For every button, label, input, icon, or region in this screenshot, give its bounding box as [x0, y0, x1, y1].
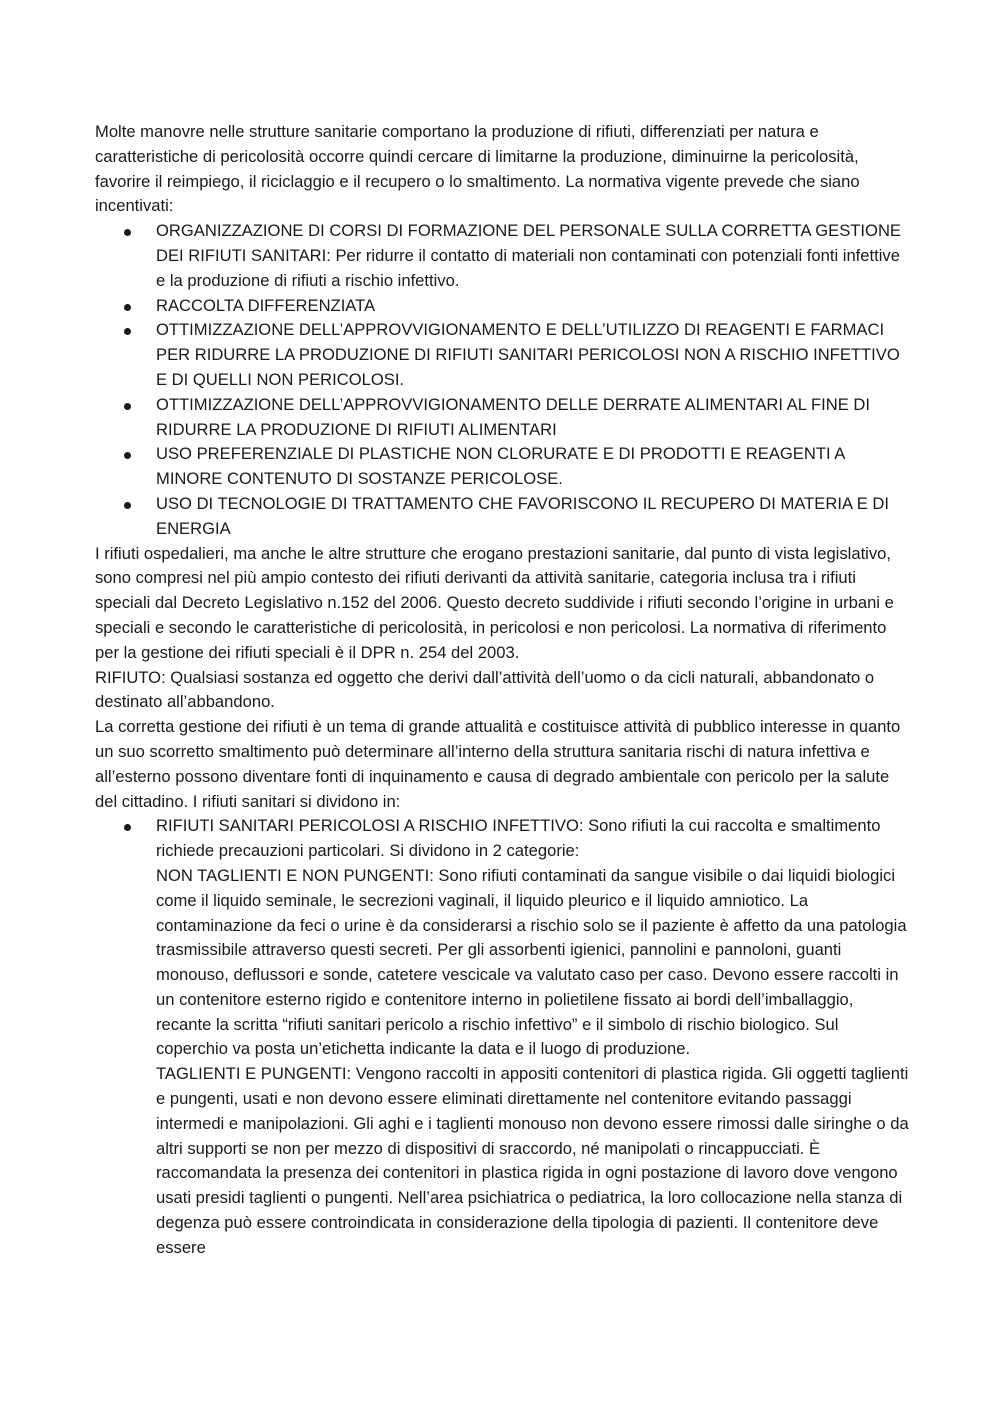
waste-categories-list	[95, 814, 910, 1260]
list-item	[156, 492, 910, 542]
infectious-waste-intro: RIFIUTI SANITARI PERICOLOSI A RISCHIO INFETTIVO: Sono rifiuti la cui raccolta e smaltimento richiede precauzioni particolari. Si dividono in 2 categorie:	[156, 816, 881, 861]
non-sharp-waste-text: NON TAGLIENTI E NON PUNGENTI: Sono rifiuti contaminati da sangue visibile o dai liquidi biologici come il liquido seminale, le secrezioni vaginali, il liquido pleurico e il liquido amniotico. La contaminazione da feci o urine è da considerarsi a rischio solo se il paziente è affetto da una patologia trasmissibile attraverso questi secreti. Per gli assorbenti igienici, pannolini e pannoloni, guanti monouso, deflussori e sonde, catetere vescicale va valutato caso per caso. Devono essere raccolti in un contenitore esterno rigido e contenitore interno in polietilene fissato ai bordi dell’imballaggio, recante la scritta “rifiuti sanitari pericolo a rischio infettivo” e il simbolo di rischio biologico. Sul coperchio va posta un’etichetta indicante la data e il luogo di produzione.	[156, 865, 907, 1059]
list-item	[156, 294, 910, 319]
list-item-text: RACCOLTA DIFFERENZIATA	[156, 295, 376, 315]
hospital-waste-paragraph: I rifiuti ospedalieri, ma anche le altre strutture che erogano prestazioni sanitarie, dal punto di vista legislativo, sono compresi nel più ampio contesto dei rifiuti derivanti da attività sanitarie, categoria inclusa tra i rifiuti speciali dal Decreto Legislativo n.152 del 2006. Questo decreto suddivide i rifiuti secondo l’origine in urbani e speciali e secondo le caratteristiche di pericolosità, in pericolosi e non pericolosi. La normativa di riferimento per la gestione dei rifiuti speciali è il DPR n. 254 del 2003.	[95, 543, 894, 662]
list-item	[156, 393, 910, 443]
list-item-text: OTTIMIZZAZIONE DELL’APPROVVIGIONAMENTO E DELL’UTILIZZO DI REAGENTI E FARMACI PER RIDURRE LA PRODUZIONE DI RIFIUTI SANITARI PERICOLOSI NON A RISCHIO INFETTIVO E DI QUELLI NON PERICOLOSI.	[156, 320, 900, 389]
list-item	[156, 318, 910, 392]
bullet-icon	[124, 824, 131, 831]
list-item	[156, 219, 910, 293]
document-page	[95, 120, 910, 1261]
list-item-text: ORGANIZZAZIONE DI CORSI DI FORMAZIONE DEL PERSONALE SULLA CORRETTA GESTIONE DEI RIFIUTI SANITARI: Per ridurre il contatto di materiali non contaminati con potenziali fonti infettive e la produzione di rifiuti a rischio infettivo.	[156, 221, 901, 290]
list-item	[156, 442, 910, 492]
list-item-text: OTTIMIZZAZIONE DELL’APPROVVIGIONAMENTO DELLE DERRATE ALIMENTARI AL FINE DI RIDURRE LA PRODUZIONE DI RIFIUTI ALIMENTARI	[156, 394, 870, 439]
waste-management-paragraph: La corretta gestione dei rifiuti è un tema di grande attualità e costituisce attività di pubblico interesse in quanto un suo scorretto smaltimento può determinare all’interno della struttura sanitaria rischi di natura infettiva e all’esterno possono diventare fonti di inquinamento e causa di degrado ambientale con pericolo per la salute del cittadino. I rifiuti sanitari si dividono in:	[95, 717, 901, 811]
bullet-icon	[124, 452, 131, 459]
list-item-text: USO PREFERENZIALE DI PLASTICHE NON CLORURATE E DI PRODOTTI E REAGENTI A MINORE CONTENUTO DI SOSTANZE PERICOLOSE.	[156, 444, 845, 489]
bullet-icon	[124, 304, 131, 311]
list-item	[156, 814, 910, 1260]
bullet-icon	[124, 403, 131, 410]
bullet-icon	[124, 328, 131, 335]
bullet-icon	[124, 502, 131, 509]
list-item-text: USO DI TECNOLOGIE DI TRATTAMENTO CHE FAVORISCONO IL RECUPERO DI MATERIA E DI ENERGIA	[156, 493, 889, 538]
intro-paragraph: Molte manovre nelle strutture sanitarie comportano la produzione di rifiuti, differenziati per natura e caratteristiche di pericolosità occorre quindi cercare di limitarne la produzione, diminuirne la pericolosità, favorire il reimpiego, il riciclaggio e il recupero o lo smaltimento. La normativa vigente prevede che siano incentivati:	[95, 122, 860, 216]
incentives-list	[95, 219, 910, 541]
sharp-waste-text: TAGLIENTI E PUNGENTI: Vengono raccolti in appositi contenitori di plastica rigida. Gli oggetti taglienti e pungenti, usati e non devono essere eliminati direttamente nel contenitore evitando passaggi intermedi e manipolazioni. Gli aghi e i taglienti monouso non devono essere rimossi dalle siringhe o da altri supporti se non per mezzo di dispositivi di sraccordo, né manipolati o rincappucciati. È raccomandata la presenza dei contenitori in plastica rigida in ogni postazione di lavoro dove vengono usati presidi taglienti o pungenti. Nell’area psichiatrica o pediatrica, la loro collocazione nella stanza di degenza può essere controindicata in considerazione della tipologia di pazienti. Il contenitore deve essere	[156, 1064, 909, 1257]
rifiuto-definition: RIFIUTO: Qualsiasi sostanza ed oggetto che derivi dall’attività dell’uomo o da cicli naturali, abbandonato o destinato all’abbandono.	[95, 667, 875, 712]
bullet-icon	[124, 229, 131, 236]
